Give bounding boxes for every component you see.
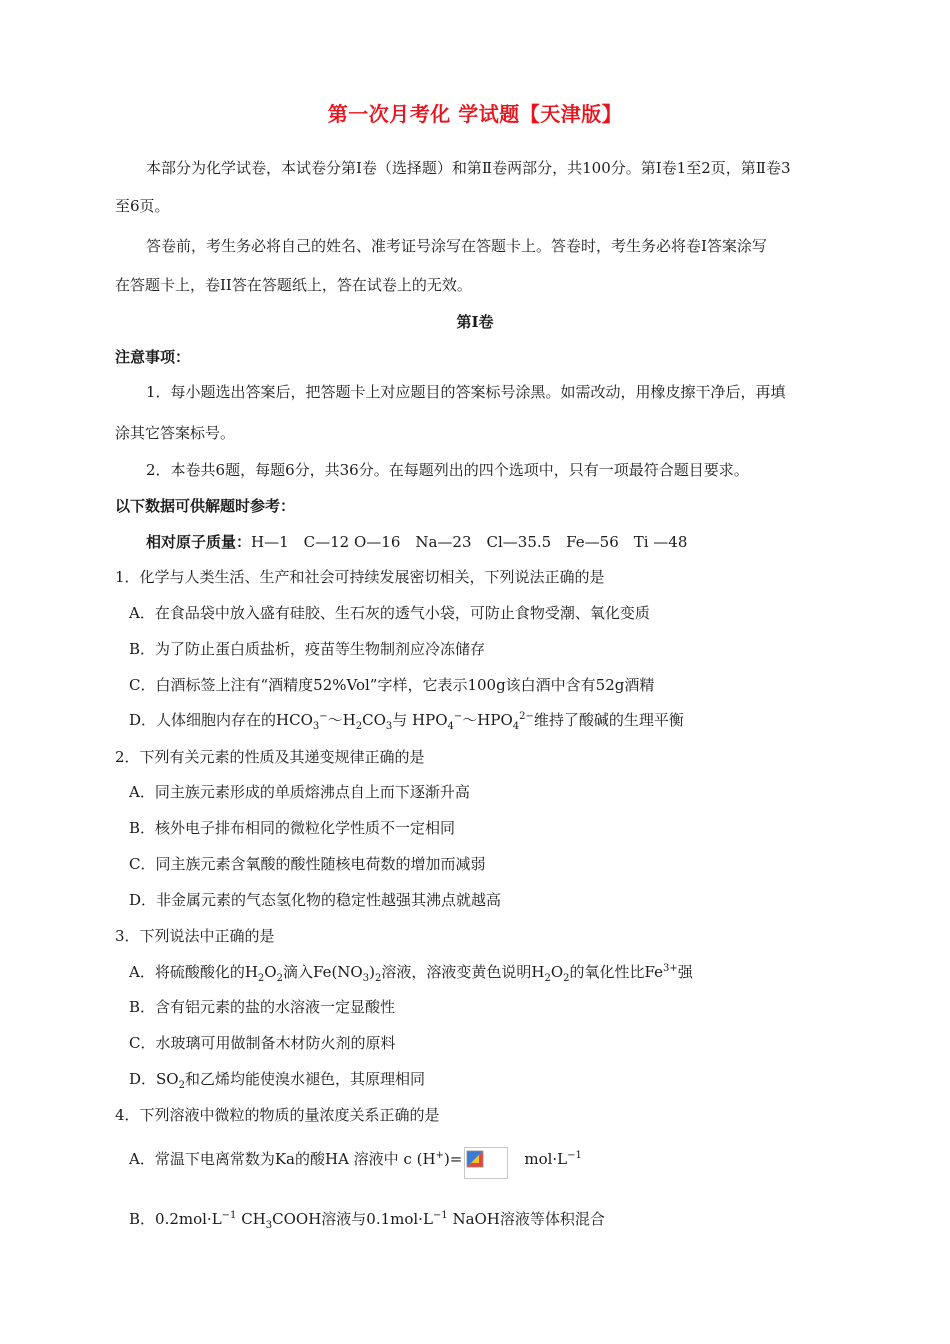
atomic-mass-label: 相对原子质量： (146, 533, 252, 551)
question-2-stem: 2．下列有关元素的性质及其递变规律正确的是 (115, 748, 425, 766)
intro-paragraph-1-line-1: 本部分为化学试卷，本试卷分第I卷（选择题）和第Ⅱ卷两部分，共100分。第Ⅰ卷1至2页，第Ⅱ卷3 (146, 159, 791, 177)
question-3-option-c: C．水玻璃可用做制备木材防火剂的原料 (129, 1034, 396, 1052)
question-2-option-a: A．同主族元素形成的单质熔沸点自上而下逐渐升高 (129, 783, 470, 801)
question-3-option-b: B．含有铝元素的盐的水溶液一定显酸性 (129, 998, 396, 1016)
question-4-option-a: A．常温下电离常数为Ka的酸HA 溶液中 c (H+)= $mol\cdot L^{-1}$ (129, 1144, 582, 1176)
section-title: 第I卷 (456, 313, 494, 331)
question-3-option-a: A．将硫酸酸化的$H_2O_2$滴入$Fe(NO_3)_2$溶液，溶液变黄色说明$H_2O_2$的氧化性比$Fe^{3+}$强 (129, 963, 693, 984)
question-2-option-b: B．核外电子排布相同的微粒化学性质不一定相同 (129, 819, 456, 837)
intro-paragraph-2-line-2: 在答题卡上，卷II答在答题纸上，答在试卷上的无效。 (115, 276, 472, 294)
question-2-option-c: C．同主族元素含氧酸的酸性随核电荷数的增加而减弱 (129, 855, 486, 873)
question-3-option-d: D．$SO_2$和乙烯均能使溴水褪色，其原理相同 (129, 1070, 425, 1091)
atomic-mass-values: H—1 C—12 O—16 Na—23 Cl—35.5 Fe—56 Ti —48 (251, 533, 688, 551)
note-1-line-1: 1．每小题选出答案后，把答题卡上对应题目的答案标号涂黑。如需改动，用橡皮擦干净后，再填 (146, 383, 786, 401)
intro-paragraph-2-line-1: 答卷前，考生务必将自己的姓名、准考证号涂写在答题卡上。答卷时，考生务必将卷Ⅰ答案涂写 (146, 237, 767, 255)
question-1-option-c: C．白酒标签上注有“酒精度52%Vol”字样，它表示100g该白酒中含有52g酒精 (129, 676, 655, 694)
question-4-stem: 4．下列溶液中微粒的物质的量浓度关系正确的是 (115, 1106, 440, 1124)
question-3-stem: 3．下列说法中正确的是 (115, 927, 275, 945)
broken-image-icon (464, 1147, 508, 1179)
question-4-option-b: B．$0.2mol\cdot L^{-1}$ $CH_3COOH$溶液与$0.1mol\cdot L^{-1}$ NaOH溶液等体积混合 (129, 1210, 605, 1231)
note-2: 2．本卷共6题，每题6分，共36分。在每题列出的四个选项中，只有一项最符合题目要求。 (146, 461, 749, 479)
question-1-option-b: B．为了防止蛋白质盐析，疫苗等生物制剂应冷冻储存 (129, 640, 486, 658)
question-1-stem: 1．化学与人类生活、生产和社会可持续发展密切相关，下列说法正确的是 (115, 568, 605, 586)
atomic-mass-line (146, 532, 687, 552)
question-1-option-a: A．在食品袋中放入盛有硅胶、生石灰的透气小袋，可防止食物受潮、氧化变质 (129, 604, 650, 622)
question-2-option-d: D．非金属元素的气态氢化物的稳定性越强其沸点就越高 (129, 891, 502, 909)
question-1-option-d: D．人体细胞内存在的$HCO_3^-\sim H_2CO_3$与 $HPO_4^-\sim HPO_4^{2-}$维持了酸碱的生理平衡 (129, 711, 684, 732)
notes-heading: 注意事项： (115, 348, 191, 366)
reference-heading: 以下数据可供解题时参考： (115, 497, 296, 515)
intro-paragraph-1-line-2: 至6页。 (115, 197, 170, 215)
note-1-line-2: 涂其它答案标号。 (115, 424, 236, 442)
document-title: 第一次月考化 学试题【天津版】 (327, 102, 623, 126)
